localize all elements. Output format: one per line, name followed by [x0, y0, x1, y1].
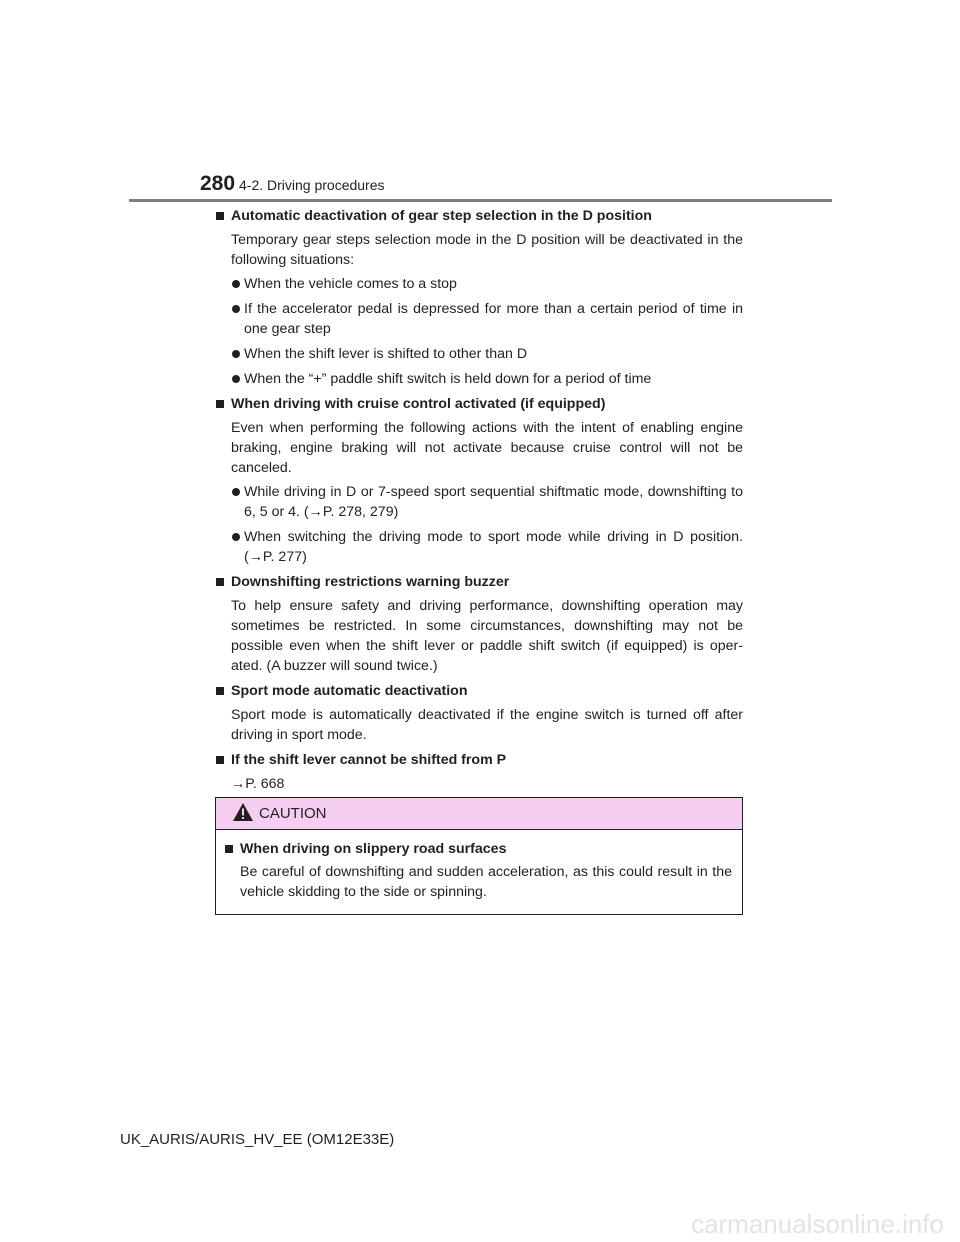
caution-heading-text: When driving on slippery road surfaces — [240, 841, 507, 857]
caution-text: Be careful of downshifting and sudden acceleration, as this could result in the vehicle skidding to the side or spinning. — [240, 864, 732, 900]
topic-heading-text: When driving with cruise control activated (if equipped) — [231, 396, 606, 412]
main-content — [215, 206, 743, 799]
list-item-text: When the “+” paddle shift switch is held down for a period of time — [244, 371, 652, 387]
topic-cruise-control — [215, 394, 743, 567]
topic-gear-step-deactivation — [215, 206, 743, 389]
topic-heading — [215, 750, 743, 770]
round-bullet-icon — [232, 280, 240, 288]
square-bullet-icon — [216, 687, 224, 695]
list-item-text: When the shift lever is shifted to other than D — [244, 346, 528, 362]
list-item-text: While driving in D or 7-speed sport sequential shiftmatic mode, downshifting to 6, 5 or 4. (→P. 278, 279) — [244, 484, 743, 520]
caution-box — [215, 797, 743, 915]
square-bullet-icon — [216, 400, 224, 408]
page-reference: →P. 668 — [231, 776, 285, 792]
caution-body — [216, 830, 742, 902]
topic-heading-text: Downshifting restrictions warning buzzer — [231, 574, 510, 590]
header-rule — [129, 199, 832, 202]
square-bullet-icon — [216, 578, 224, 586]
round-bullet-icon — [232, 350, 240, 358]
topic-heading — [215, 572, 743, 592]
topic-heading-text: If the shift lever cannot be shifted from P — [231, 752, 507, 768]
page-number: 280 — [200, 172, 236, 195]
topic-body: Even when performing the following actions with the intent of enabling engine braking, engine braking will not activate because cruise control will not be canceled. — [231, 420, 743, 476]
topic-body: Temporary gear steps selection mode in the D position will be deactivated in the following situations: — [231, 232, 743, 268]
square-bullet-icon — [216, 212, 224, 220]
round-bullet-icon — [232, 375, 240, 383]
section-title: 4-2. Driving procedures — [239, 177, 385, 193]
list-item-text: If the accelerator pedal is depressed for more than a certain period of time in one gear step — [244, 301, 743, 337]
topic-heading-text: Automatic deactivation of gear step selection in the D position — [231, 208, 652, 224]
warning-triangle-icon — [232, 802, 254, 822]
topic-body: Sport mode is automatically deactivated if the engine switch is turned off after driving in sport mode. — [231, 707, 743, 743]
list-item — [215, 369, 743, 389]
list-item-text: When the vehicle comes to a stop — [244, 276, 457, 292]
square-bullet-icon — [225, 845, 233, 853]
round-bullet-icon — [232, 533, 240, 541]
list-item — [215, 274, 743, 294]
square-bullet-icon — [216, 756, 224, 764]
topic-heading — [215, 681, 743, 701]
list-item — [215, 344, 743, 364]
list-item — [215, 482, 743, 522]
round-bullet-icon — [232, 488, 240, 496]
caution-heading — [224, 839, 732, 859]
list-item — [215, 299, 743, 339]
topic-shift-lever-stuck — [215, 750, 743, 794]
caution-header — [216, 798, 742, 830]
topic-heading — [215, 394, 743, 414]
watermark: carmanualsonline.info — [691, 1209, 944, 1239]
footer-doc-id: UK_AURIS/AURIS_HV_EE (OM12E33E) — [120, 1131, 395, 1148]
topic-body: To help ensure safety and driving performance, downshifting operation may sometimes be restricted. In some circumstances, downshifting may not be possible even when the shift lever or paddle shift switch (if equipped) is oper-ated. (A buzzer will sound twice.) — [231, 598, 743, 674]
topic-sport-mode-deactivation — [215, 681, 743, 745]
list-item — [215, 527, 743, 567]
topic-downshift-buzzer — [215, 572, 743, 676]
topic-heading — [215, 206, 743, 226]
round-bullet-icon — [232, 305, 240, 313]
list-item-text: When switching the driving mode to sport mode while driving in D position. (→P. 277) — [244, 529, 743, 565]
topic-heading-text: Sport mode automatic deactivation — [231, 683, 468, 699]
caution-label: CAUTION — [259, 805, 327, 822]
